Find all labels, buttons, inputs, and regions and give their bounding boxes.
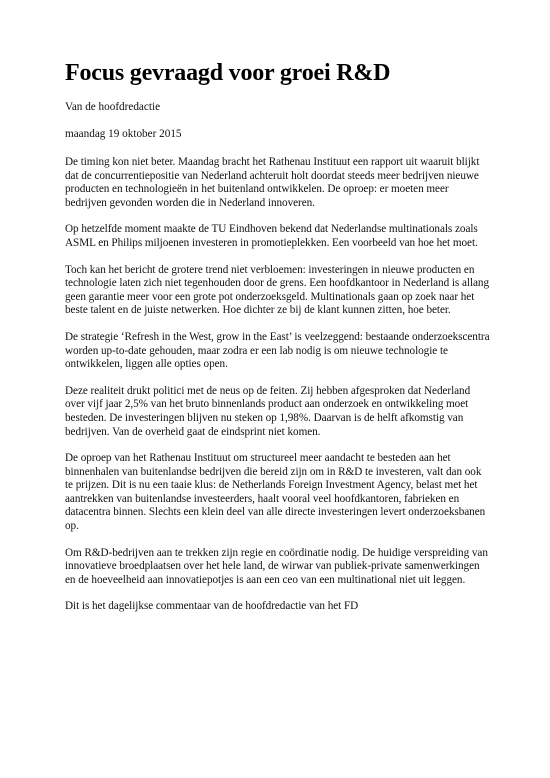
paragraph-5: Deze realiteit drukt politici met de neus op de feiten. Zij hebben afgesproken dat Nederland over vijf jaar 2,5% van het bruto binnenlands product aan onderzoek en ontwikkeling moet besteden. De investeringen blijven nu steken op 1,98%. Daarvan is de helft afkomstig van bedrijven. Van de overheid gaat de eindsprint niet komen. xyxy=(65,384,471,438)
paragraph-7: Om R&D-bedrijven aan te trekken zijn regie en coördinatie nodig. De huidige verspreiding van innovatieve broedplaatsen over het hele land, de wirwar van publiek-private samenwerkingen en de hoeveelheid aan innovatiepotjes is aan een ceo van een multinational niet uit leggen. xyxy=(65,546,488,586)
paragraph-4: De strategie ‘Refresh in the West, grow in the East’ is veelzeggend: bestaande onderzoekscentra worden up-to-date gehouden, maar zodra er een lab nodig is om nieuwe technologie te ontwikkelen, liggen alle opties open. xyxy=(65,330,490,371)
paragraph-2: Op hetzelfde moment maakte de TU Eindhoven bekend dat Nederlandse multinationals zoals ASML en Philips miljoenen investeren in promotieplekken. Een voorbeeld van hoe het moet. xyxy=(65,223,478,249)
closing-note: Dit is het dagelijkse commentaar van de hoofdredactie van het FD xyxy=(65,600,359,613)
paragraph-6: De oproep van het Rathenau Instituut om structureel meer aandacht te besteden aan het binnenhalen van buitenlandse bedrijven die bereid zijn om in R&D te investeren, valt dan ook te prijzen. Dit is nu een taaie klus: de Netherlands Foreign Investment Agency, belast met het aantrekken van buitenlandse investeerders, haalt vooral veel hoofdkantoren, fabrieken en datacentra binnen. Slechts een klein deel van alle directe investeringen levert onderzoeksbanen op. xyxy=(65,452,486,533)
article-title: Focus gevraagd voor groei R&D xyxy=(65,60,391,86)
paragraph-1: De timing kon niet beter. Maandag bracht het Rathenau Instituut een rapport uit waaruit blijkt dat de concurrentiepositie van Nederland achteruit holt doordat steeds meer bedrijven nieuwe producten en technologieën in het buitenland ontwikkelen. De oproep: er moeten meer bedrijven gevonden worden die in Nederland innoveren. xyxy=(65,156,480,209)
article-byline: Van de hoofdredactie xyxy=(65,101,161,113)
article-body xyxy=(65,58,490,627)
article-date: maandag 19 oktober 2015 xyxy=(65,128,182,140)
paragraph-3: Toch kan het bericht de grotere trend niet verbloemen: investeringen in nieuwe producten en technologie laten zich niet tegenhouden door de grens. Een hoofdkantoor in Nederland is allang geen garantie meer voor een grote pot onderzoeksgeld. Multinationals gaan op zoek naar het beste talent en de juiste netwerken. Hoe dichter ze bij de klant kunnen zitten, hoe beter. xyxy=(65,263,490,317)
